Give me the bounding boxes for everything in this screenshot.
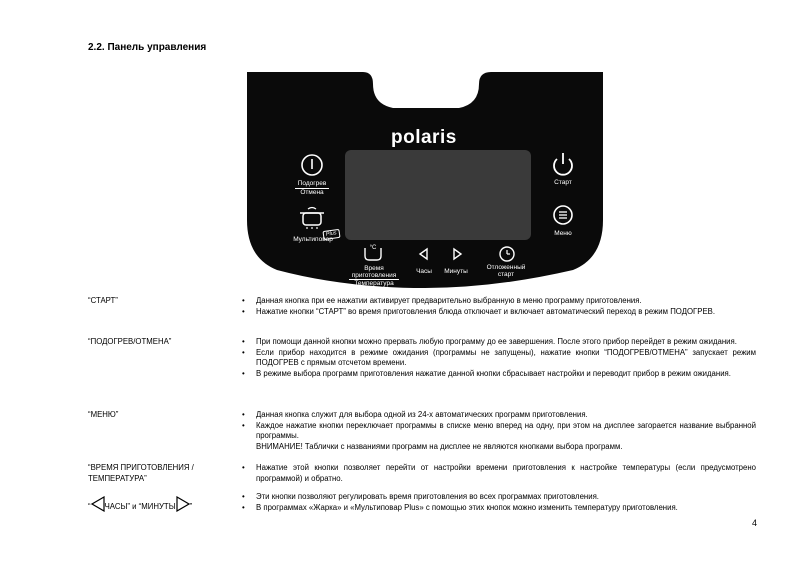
list-item: • При помощи данной кнопки можно прервать любую программу до ее завершения. После этого прибор перейдет в режим ожидания. bbox=[242, 337, 737, 346]
menu-label: Меню bbox=[554, 230, 572, 237]
term-hours-minutes: “ ЧАСЫ” и “МИНУТЫ ” bbox=[88, 496, 238, 513]
section-title: 2.2. Панель управления bbox=[88, 42, 207, 53]
term-cooktime-temperature: “ВРЕМЯ ПРИГОТОВЛЕНИЯ / ТЕМПЕРАТУРА” bbox=[88, 463, 194, 483]
list-item: • Каждое нажатие кнопки переключает программы в списке меню вперед на одну, при этом на дисплее загорается название выбранной программы. bbox=[242, 420, 756, 441]
plus-badge: Plus bbox=[322, 229, 340, 240]
list-item: • Эти кнопки позволяют регулировать время приготовления во всех программах приготовления. bbox=[242, 492, 599, 501]
temp-symbol: °C bbox=[369, 245, 377, 251]
minutes-label: Минуты bbox=[444, 268, 468, 275]
term-start: “СТАРТ” bbox=[88, 296, 118, 305]
term-menu: “МЕНЮ” bbox=[88, 410, 119, 419]
hours-label: Часы bbox=[416, 268, 432, 275]
list-item: • В программах «Жарка» и «Мультиповар Plus» с помощью этих кнопок можно изменить температуру приготовления. bbox=[242, 502, 678, 512]
page-number: 4 bbox=[752, 518, 758, 528]
warning-note: ВНИМАНИЕ! Таблички с названиями программ на дисплее не являются кнопками выбора программ. bbox=[256, 441, 623, 451]
start-label: Старт bbox=[554, 179, 572, 186]
list-item: • В режиме выбора программ приготовления нажатие данной кнопки сбрасывает настройки и переводит прибор в режим ожидания. bbox=[242, 368, 731, 378]
cooktime-temperature-label: Время приготовления Температура bbox=[349, 265, 399, 287]
right-triangle-icon bbox=[176, 496, 190, 512]
list-item: • Если прибор находится в режиме ожидания (программы не запущены), нажатие кнопки “ПОДОГРЕВ/ОТМЕНА” запускает режим ПОДОГРЕВ с прямым отсчетом времени. bbox=[242, 347, 756, 368]
warm-cancel-label: Подогрев Отмена bbox=[291, 180, 333, 196]
list-item: • Нажатие кнопки “СТАРТ” во время приготовления блюда отключает и включает автоматический переход в режим ПОДОГРЕВ. bbox=[242, 306, 716, 316]
control-panel-illustration bbox=[245, 70, 605, 290]
brand-logo: polaris bbox=[391, 127, 457, 148]
list-item: • Данная кнопка при ее нажатии активирует предварительно выбранную в меню программу приготовления. bbox=[242, 296, 642, 305]
delayed-start-label: Отложенный старт bbox=[486, 264, 526, 278]
left-triangle-icon bbox=[91, 496, 105, 512]
term-warm-cancel: “ПОДОГРЕВ/ОТМЕНА” bbox=[88, 337, 172, 346]
display-screen bbox=[345, 150, 531, 240]
list-item: • Данная кнопка служит для выбора одной из 24-х автоматических программ приготовления. bbox=[242, 410, 588, 419]
multicook-label: Мультиповар bbox=[293, 236, 333, 243]
list-item: • Нажатие этой кнопки позволяет перейти от настройки времени приготовления к настройке температуры (если предусмотрено программой) и обратно. bbox=[242, 463, 756, 483]
